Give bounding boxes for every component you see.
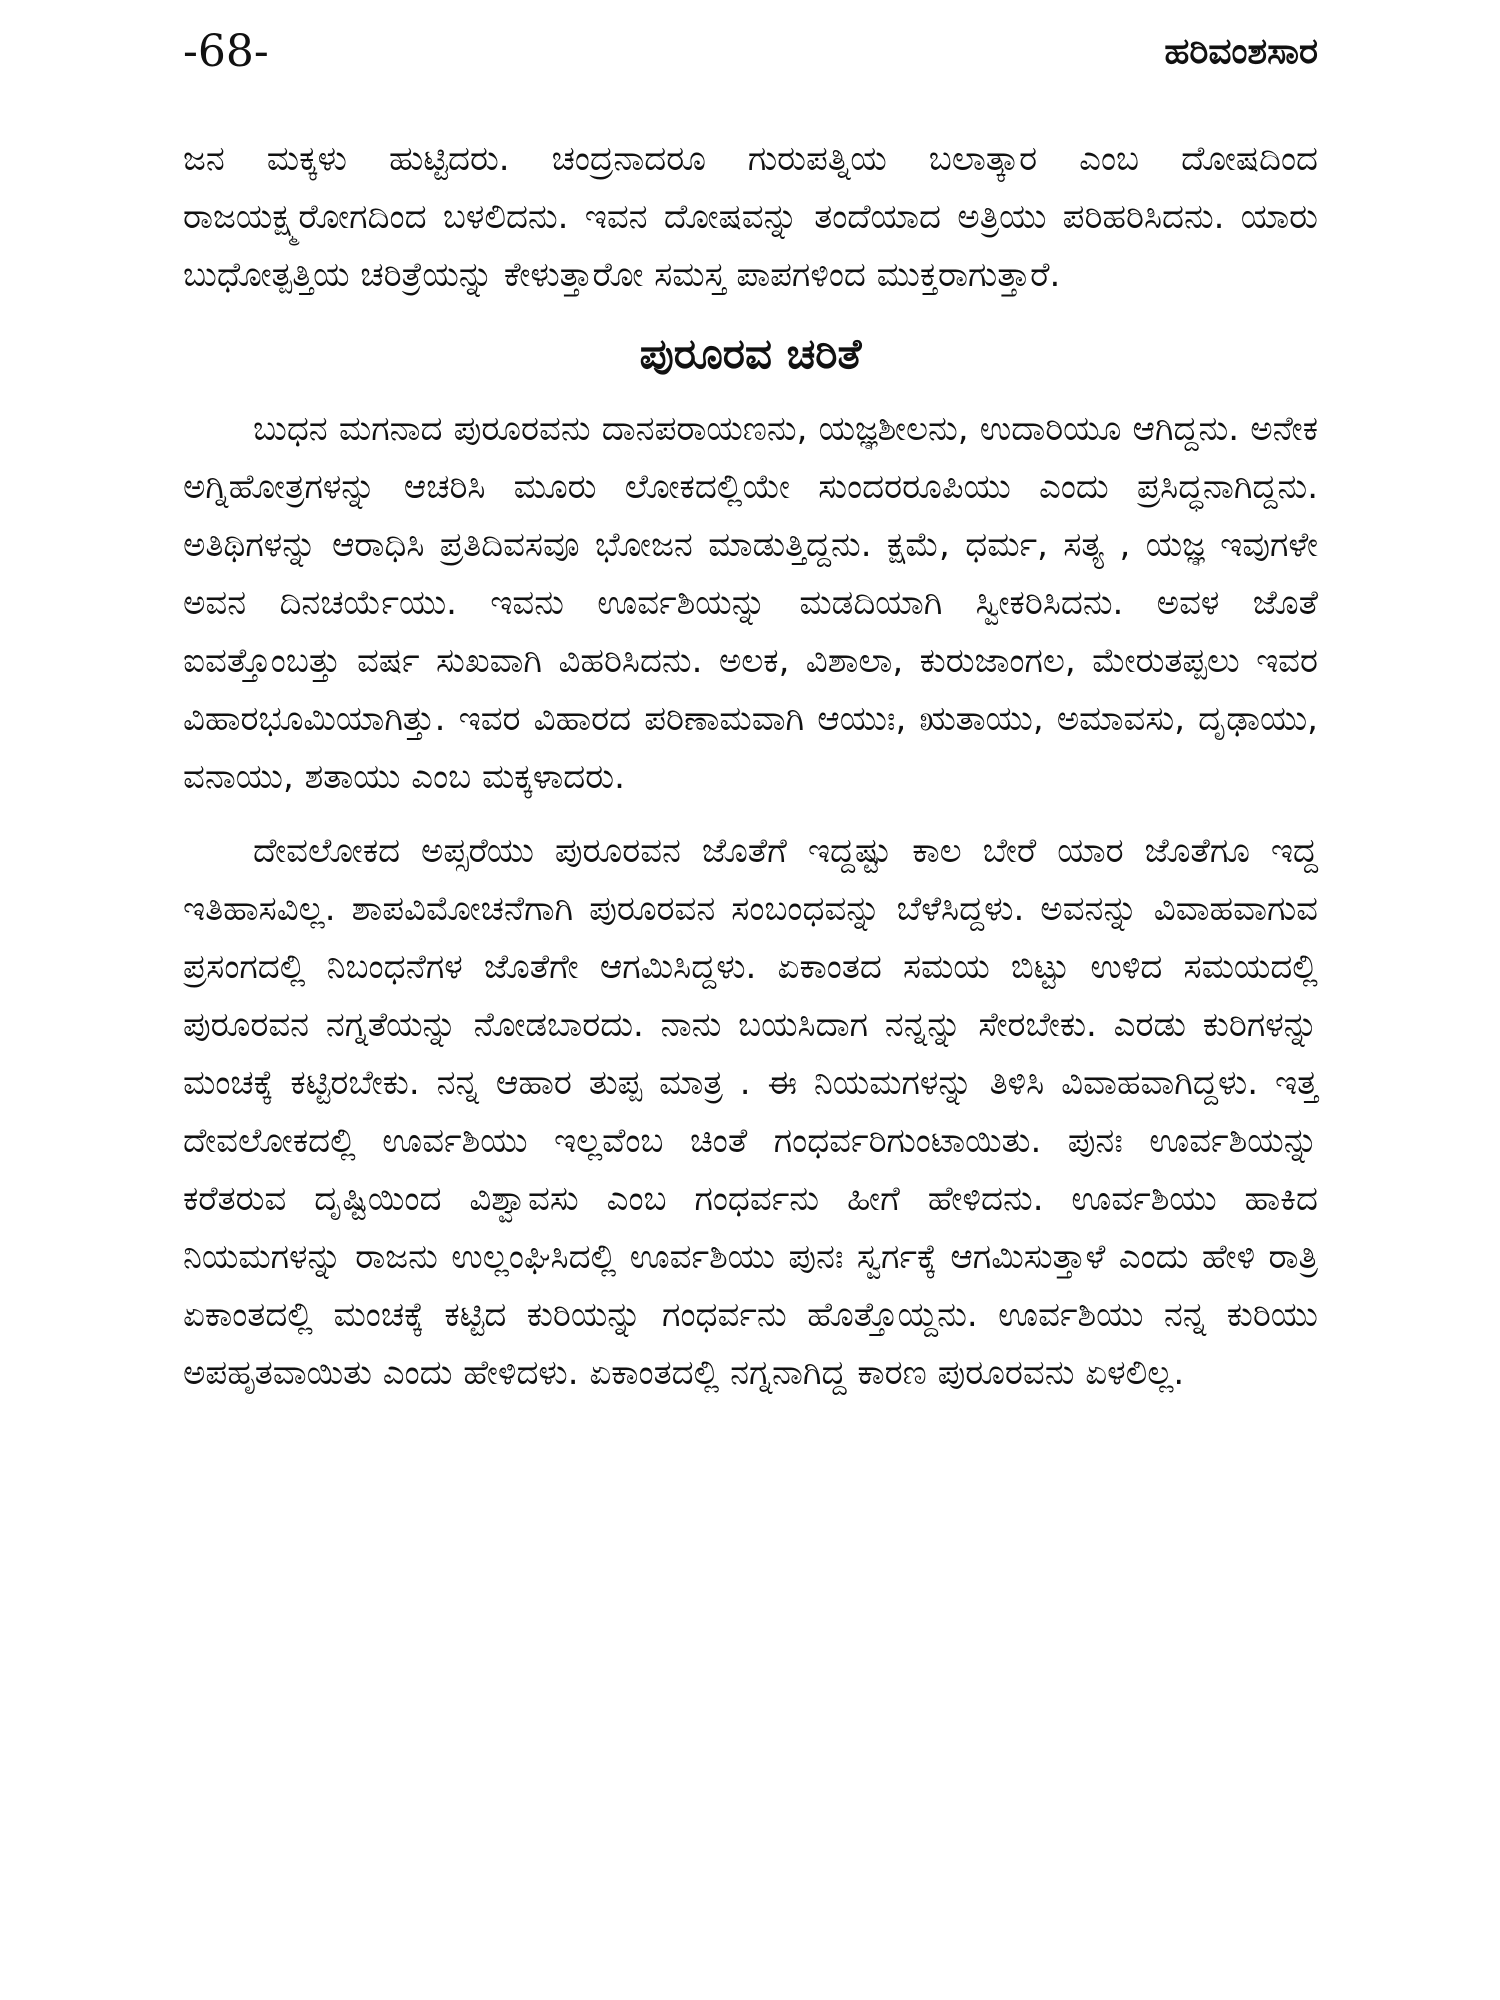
body-paragraph-1: ಬುಧನ ಮಗನಾದ ಪುರೂರವನು ದಾನಪರಾಯಣನು, ಯಜ್ಞಶೀಲನು, ಉದಾರಿಯೂ ಆಗಿದ್ದನು. ಅನೇಕ ಅಗ್ನಿಹೋತ್ರಗಳನ್ನು ಆಚರಿಸಿ ಮೂರು ಲೋಕದಲ್ಲಿಯೇ ಸುಂದರರೂಪಿಯು ಎಂದು ಪ್ರಸಿದ್ಧನಾಗಿದ್ದನು. ಅತಿಥಿಗಳನ್ನು ಆರಾಧಿಸಿ ಪ್ರತಿದಿವಸವೂ ಭೋಜನ ಮಾಡುತ್ತಿದ್ದನು. ಕ್ಷಮೆ, ಧರ್ಮ, ಸತ್ಯ , ಯಜ್ಞ ಇವುಗಳೇ ಅವನ ದಿನಚರ್ಯೆಯು. ಇವನು ಊರ್ವಶಿಯನ್ನು ಮಡದಿಯಾಗಿ ಸ್ವೀಕರಿಸಿದನು. ಅವಳ ಜೊತೆ ಐವತ್ತೊಂಬತ್ತು ವರ್ಷ ಸುಖವಾಗಿ ವಿಹರಿಸಿದನು. ಅಲಕ, ವಿಶಾಲಾ, ಕುರುಜಾಂಗಲ, ಮೇರುತಪ್ಪಲು ಇವರ ವಿಹಾರಭೂಮಿಯಾಗಿತ್ತು. ಇವರ ವಿಹಾರದ ಪರಿಣಾಮವಾಗಿ ಆಯುಃ, ಋತಾಯು, ಅಮಾವಸು, ದೃಢಾಯು, ವನಾಯು, ಶತಾಯು ಎಂಬ ಮಕ್ಕಳಾದರು. [183, 409, 1318, 797]
section-heading: ಪುರೂರವ ಚರಿತೆ [639, 329, 862, 378]
page-header [183, 22, 1318, 92]
intro-paragraph: ಜನ ಮಕ್ಕಳು ಹುಟ್ಟಿದರು. ಚಂದ್ರನಾದರೂ ಗುರುಪತ್ನಿಯ ಬಲಾತ್ಕಾರ ಎಂಬ ದೋಷದಿಂದ ರಾಜಯಕ್ಷ್ಮರೋಗದಿಂದ ಬಳಲಿದನು. ಇವನ ದೋಷವನ್ನು ತಂದೆಯಾದ ಅತ್ರಿಯು ಪರಿಹರಿಸಿದನು. ಯಾರು ಬುಧೋತ್ಪತ್ತಿಯ ಚರಿತ್ರೆಯನ್ನು ಕೇಳುತ್ತಾರೋ ಸಮಸ್ತ ಪಾಪಗಳಿಂದ ಮುಕ್ತರಾಗುತ್ತಾರೆ. [183, 139, 1318, 295]
page-number: -68- [183, 26, 269, 77]
page-body [183, 130, 1318, 1402]
body-paragraph-2: ದೇವಲೋಕದ ಅಪ್ಸರೆಯು ಪುರೂರವನ ಜೊತೆಗೆ ಇದ್ದಷ್ಟು ಕಾಲ ಬೇರೆ ಯಾರ ಜೊತೆಗೂ ಇದ್ದ ಇತಿಹಾಸವಿಲ್ಲ. ಶಾಪವಿಮೋಚನೆಗಾಗಿ ಪುರೂರವನ ಸಂಬಂಧವನ್ನು ಬೆಳೆಸಿದ್ದಳು. ಅವನನ್ನು ವಿವಾಹವಾಗುವ ಪ್ರಸಂಗದಲ್ಲಿ ನಿಬಂಧನೆಗಳ ಜೊತೆಗೇ ಆಗಮಿಸಿದ್ದಳು. ಏಕಾಂತದ ಸಮಯ ಬಿಟ್ಟು ಉಳಿದ ಸಮಯದಲ್ಲಿ ಪುರೂರವನ ನಗ್ನತೆಯನ್ನು ನೋಡಬಾರದು. ನಾನು ಬಯಸಿದಾಗ ನನ್ನನ್ನು ಸೇರಬೇಕು. ಎರಡು ಕುರಿಗಳನ್ನು ಮಂಚಕ್ಕೆ ಕಟ್ಟಿರಬೇಕು. ನನ್ನ ಆಹಾರ ತುಪ್ಪ ಮಾತ್ರ . ಈ ನಿಯಮಗಳನ್ನು ತಿಳಿಸಿ ವಿವಾಹವಾಗಿದ್ದಳು. ಇತ್ತ ದೇವಲೋಕದಲ್ಲಿ ಊರ್ವಶಿಯು ಇಲ್ಲವೆಂಬ ಚಿಂತೆ ಗಂಧರ್ವರಿಗುಂಟಾಯಿತು. ಪುನಃ ಊರ್ವಶಿಯನ್ನು ಕರೆತರುವ ದೃಷ್ಟಿಯಿಂದ ವಿಶ್ವಾವಸು ಎಂಬ ಗಂಧರ್ವನು ಹೀಗೆ ಹೇಳಿದನು. ಊರ್ವಶಿಯು ಹಾಕಿದ ನಿಯಮಗಳನ್ನು ರಾಜನು ಉಲ್ಲಂಘಿಸಿದಲ್ಲಿ ಊರ್ವಶಿಯು ಪುನಃ ಸ್ವರ್ಗಕ್ಕೆ ಆಗಮಿಸುತ್ತಾಳೆ ಎಂದು ಹೇಳಿ ರಾತ್ರಿ ಏಕಾಂತದಲ್ಲಿ ಮಂಚಕ್ಕೆ ಕಟ್ಟಿದ ಕುರಿಯನ್ನು ಗಂಧರ್ವನು ಹೊತ್ತೊಯ್ದನು. ಊರ್ವಶಿಯು ನನ್ನ ಕುರಿಯು ಅಪಹೃತವಾಯಿತು ಎಂದು ಹೇಳಿದಳು. ಏಕಾಂತದಲ್ಲಿ ನಗ್ನನಾಗಿದ್ದ ಕಾರಣ ಪುರೂರವನು ಏಳಲಿಲ್ಲ. [183, 831, 1318, 1393]
running-title: ಹರಿವಂಶಸಾರ [1164, 31, 1318, 72]
